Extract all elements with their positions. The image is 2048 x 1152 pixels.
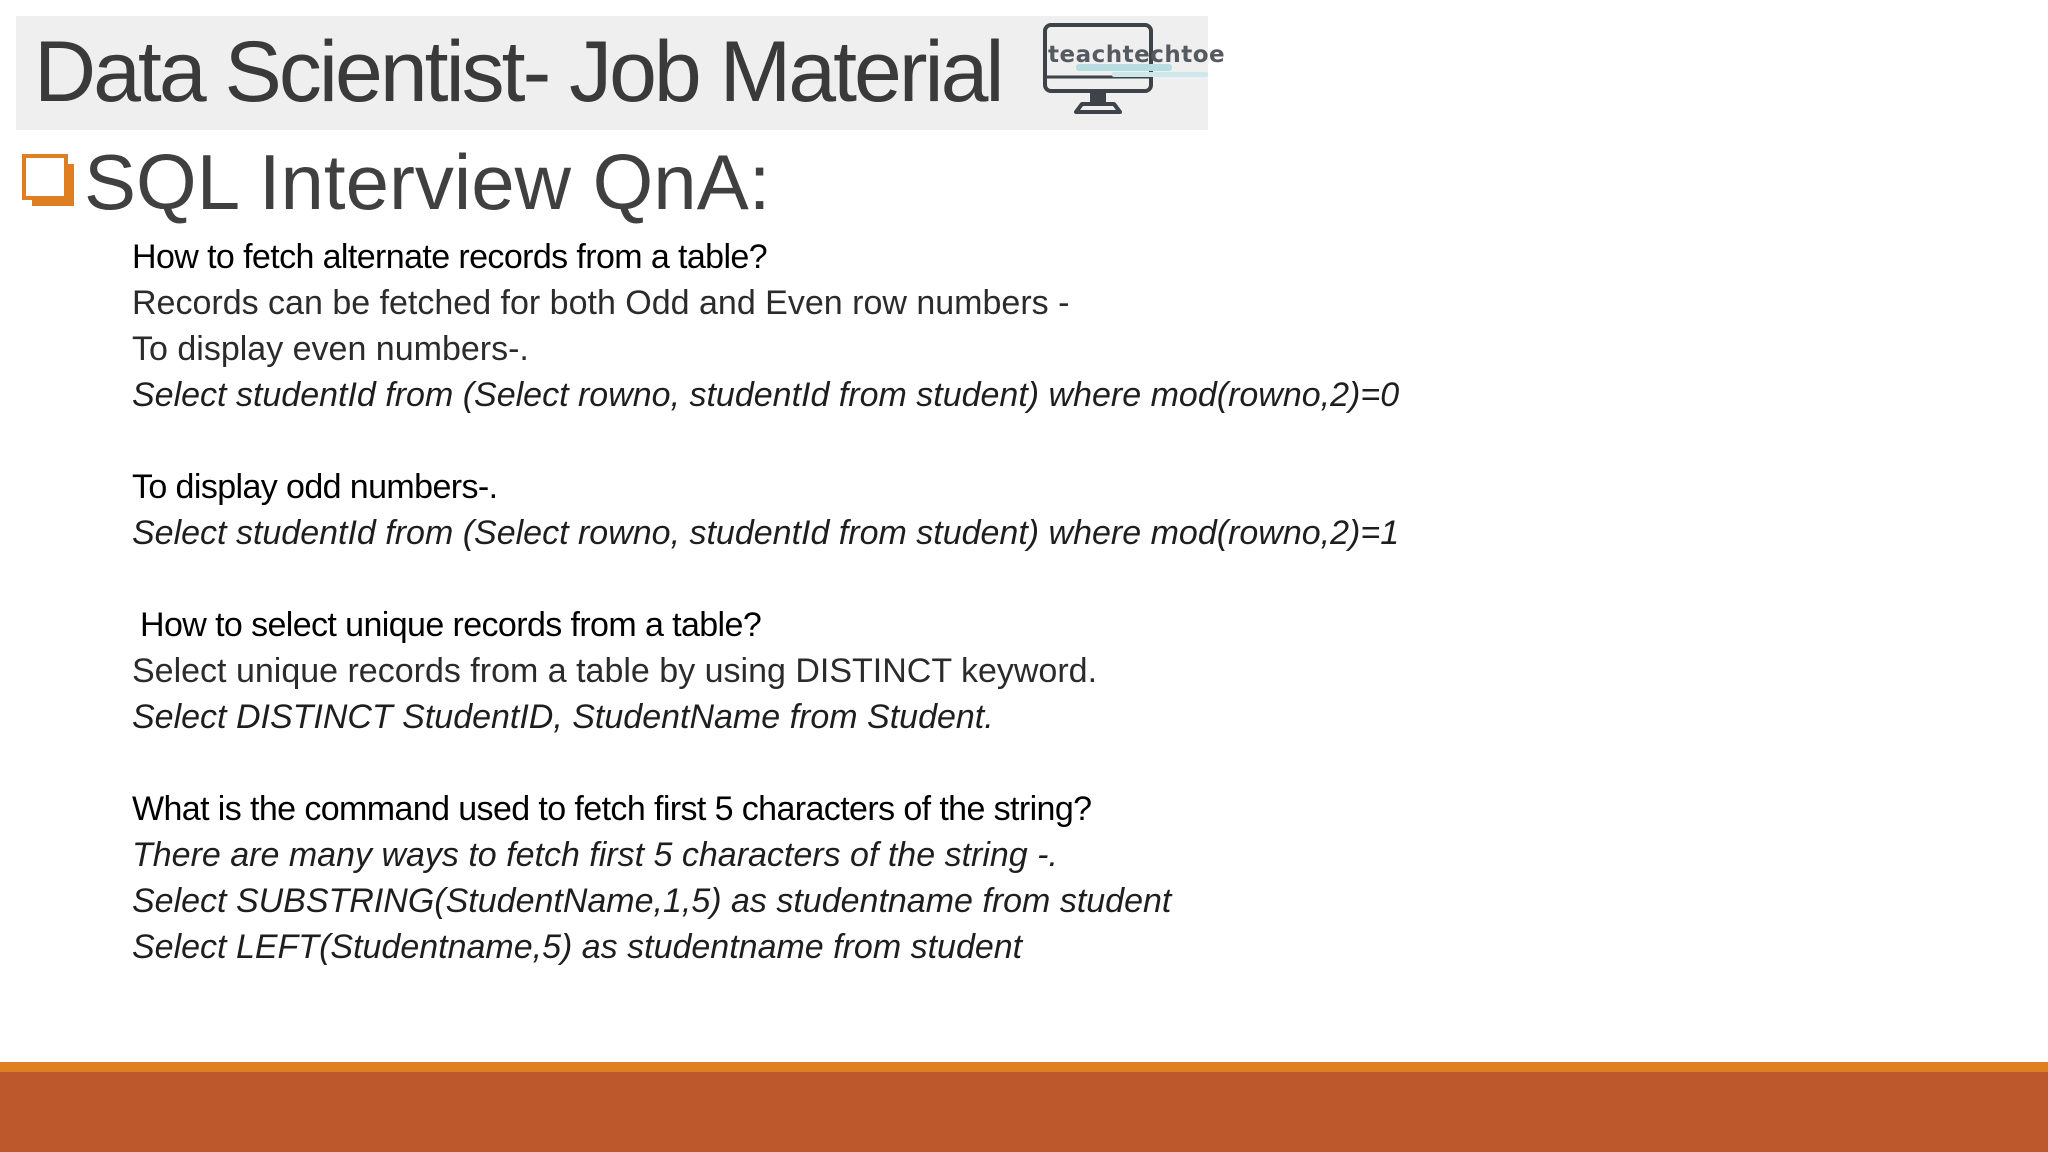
odd-label: To display odd numbers-. [132,468,498,506]
answer-3-text: There are many ways to fetch first 5 characters of the string -. [132,836,1058,874]
teachtechtoe-logo [1042,22,1226,122]
even-label: To display even numbers-. [132,330,529,368]
logo-text: teachtechtoe [1048,42,1226,68]
monitor-icon [1042,22,1226,122]
checkbox-bullet-icon [22,154,76,208]
question-2: How to select unique records from a table? [140,606,762,644]
answer-3-query-2: Select LEFT(Studentname,5) as studentname from student [132,928,1023,966]
title-banner [16,16,1226,130]
qna-content [132,234,1532,970]
even-query: Select studentId from (Select rowno, studentId from student) where mod(rowno,2)=0 [132,376,1400,414]
page-title: Data Scientist- Job Material [34,24,1002,120]
section-heading-text: SQL Interview QnA: [84,138,771,226]
answer-2-text: Select unique records from a table by using DISTINCT keyword. [132,652,1098,690]
question-1: How to fetch alternate records from a table? [132,238,768,276]
answer-3-query-1: Select SUBSTRING(StudentName,1,5) as studentname from student [132,882,1172,920]
question-3: What is the command used to fetch first 5 characters of the string? [132,790,1092,828]
odd-query: Select studentId from (Select rowno, studentId from student) where mod(rowno,2)=1 [132,514,1400,552]
footer-band [0,1072,2048,1152]
answer-2-query: Select DISTINCT StudentID, StudentName from Student. [132,698,994,736]
answer-1-text: Records can be fetched for both Odd and Even row numbers - [132,284,1070,322]
footer-accent-stripe [0,1062,2048,1072]
